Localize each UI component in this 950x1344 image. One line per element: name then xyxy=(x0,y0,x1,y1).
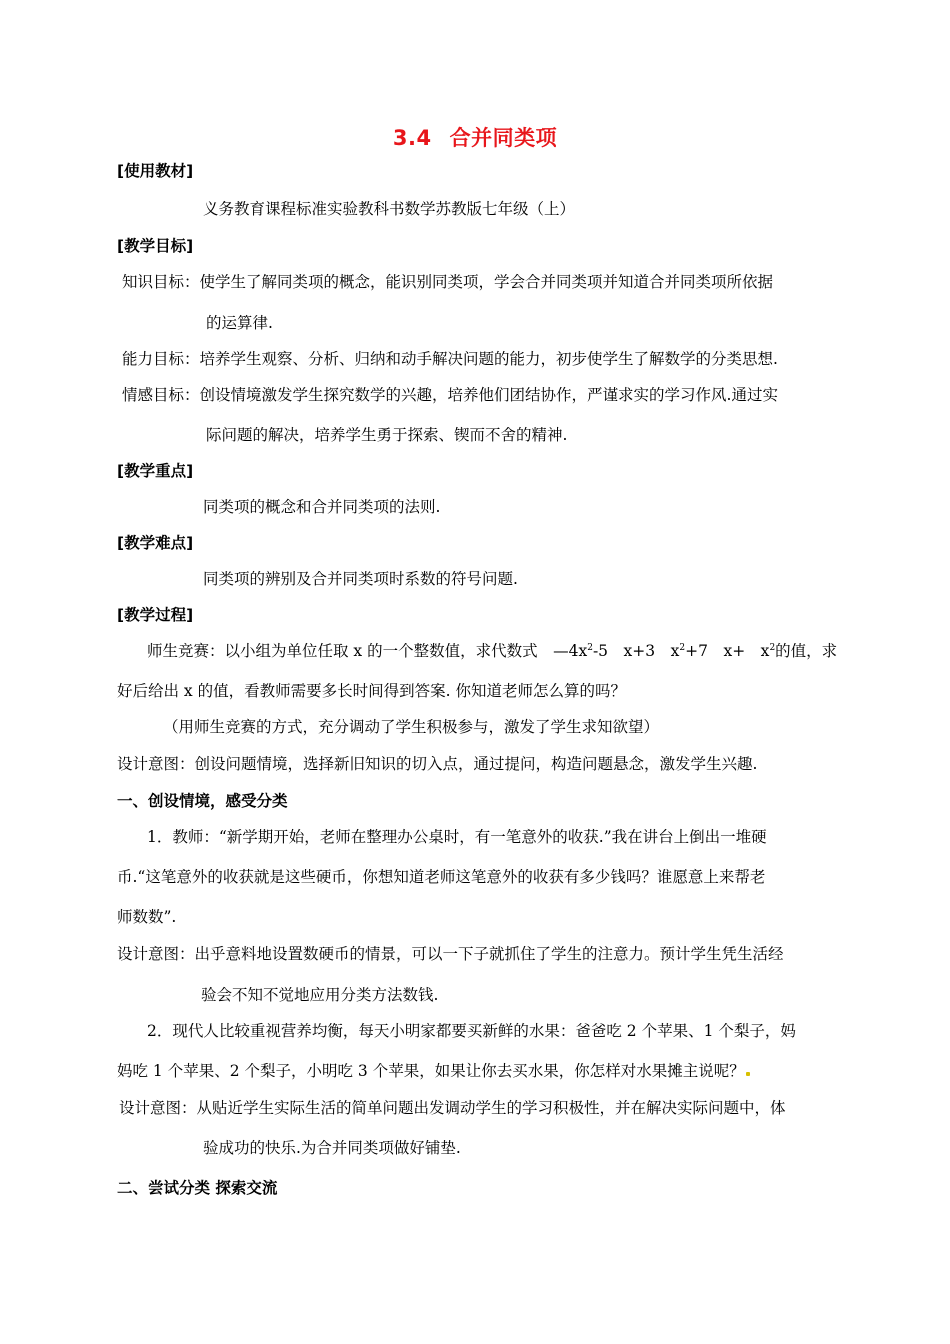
item-1-text-b: 些硬币，你想知道老师这笔意外的收获有多少钱吗？谁愿意上来帮老 xyxy=(300,868,766,886)
item-1-line-1: 1．教师：“新学期开始，老师在整理办公桌时，有一笔意外的收获.”我在讲台上倒出一堆硬 xyxy=(147,828,767,846)
item-1-line-3: 师数数”. xyxy=(117,908,177,926)
section-1-heading: 一、创设情境，感受分类 xyxy=(117,792,288,810)
design-intent-2-continued: 验会不知不觉地应用分类方法数钱. xyxy=(201,986,439,1004)
emotion-goal-continued: 际问题的解决，培养学生勇于探索、锲而不舍的精神. xyxy=(206,426,568,444)
goals-heading: [教学目标] xyxy=(117,237,194,255)
knowledge-goal-line xyxy=(122,272,773,292)
knowledge-goal-label: 知识目标： xyxy=(122,273,200,291)
exponent-3: 2 xyxy=(769,643,776,653)
title-number: 3.4 xyxy=(392,126,432,150)
section-2-heading: 二、尝试分类 探索交流 xyxy=(117,1179,278,1197)
key-point-text: 同类项的概念和合并同类项的法则. xyxy=(203,498,441,516)
knowledge-goal-continued: 的运算律. xyxy=(206,314,273,332)
process-heading: [教学过程] xyxy=(117,606,194,624)
ability-goal-line xyxy=(122,349,778,369)
contest-line-2: 好后给出 x 的值，看教师需要多长时间得到答案. 你知道老师怎么算的吗？ xyxy=(117,682,626,700)
page-title xyxy=(0,122,950,152)
design-intent-3-continued: 验成功的快乐.为合并同类项做好铺垫. xyxy=(203,1139,461,1157)
contest-text-c: +7 x+ x xyxy=(685,642,770,660)
item-2-line-1: 2．现代人比较重视营养均衡，每天小明家都要买新鲜的水果：爸爸吃 2 个苹果、1 个梨子，妈 xyxy=(147,1022,796,1040)
title-text: 合并同类项 xyxy=(449,126,558,150)
contest-note: （用师生竞赛的方式，充分调动了学生积极参与，激发了学生求知欲望） xyxy=(163,718,660,736)
ability-goal-text-a: 培养学生观察 xyxy=(199,350,293,368)
design-intent-3: 设计意图：从贴近学生实际生活的简单问题出发调动学生的学习积极性，并在解决实际问题中，体 xyxy=(119,1099,786,1117)
contest-text-b: -5 x+3 x xyxy=(592,642,680,660)
emotion-goal-label: 情感目标： xyxy=(122,386,200,404)
item-1-line-2 xyxy=(117,867,765,887)
item-2-text: 妈吃 1 个苹果、2 个梨子，小明吃 3 个苹果，如果让你去买水果，你怎样对水果摊主说呢？ xyxy=(117,1062,745,1080)
marker-dot xyxy=(746,1072,750,1076)
contest-text-a: 师生竞赛：以小组为单位任取 x 的一个整数值，求代数式 —4x xyxy=(147,642,588,660)
emotion-goal-line xyxy=(122,385,778,405)
contest-line xyxy=(147,641,837,661)
material-heading: [使用教材] xyxy=(117,162,194,180)
exponent-1: 2 xyxy=(587,643,593,653)
ability-goal-label: 能力目标： xyxy=(122,350,200,368)
design-intent-2: 设计意图：出乎意料地设置数硬币的情景，可以一下子就抓住了学生的注意力。预计学生凭生活经 xyxy=(117,945,784,963)
exponent-2: 2 xyxy=(679,643,686,653)
key-point-heading: [教学重点] xyxy=(117,462,194,480)
contest-text-d: 的值，求 xyxy=(775,642,838,660)
difficulty-heading: [教学难点] xyxy=(117,534,194,552)
ability-goal-text-b: 、分析、归纳和动手解决问题的能力，初步使学生了解数学的分类思想. xyxy=(292,350,778,368)
emotion-goal-text: 创设情境激发学生探究数学的兴趣，培养他们团结协作，严谨求实的学习作风.通过实 xyxy=(199,386,778,404)
design-intent-1: 设计意图：创设问题情境，选择新旧知识的切入点，通过提问，构造问题悬念，激发学生兴趣. xyxy=(117,755,758,773)
item-2-line-2 xyxy=(117,1061,751,1081)
difficulty-text: 同类项的辨别及合并同类项时系数的符号问题. xyxy=(203,570,518,588)
knowledge-goal-text: 使学生了解同类项的概念，能识别同类项，学会合并同类项并知道合并同类项所依据 xyxy=(199,273,774,291)
item-1-text-a: 币.“这笔意外的收获就是这 xyxy=(117,868,301,886)
material-text: 义务教育课程标准实验教科书数学苏教版七年级（上） xyxy=(203,200,576,218)
